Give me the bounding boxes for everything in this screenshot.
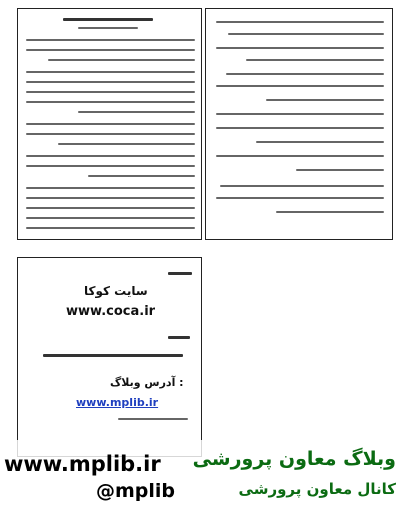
text-line	[26, 81, 195, 83]
source-site-url: www.coca.ir	[66, 304, 156, 319]
text-line	[246, 59, 384, 61]
text-line	[216, 197, 384, 199]
text-line	[26, 227, 195, 229]
text-line	[228, 33, 384, 35]
text-line	[216, 113, 384, 115]
banner-title: وبلاگ معاون پرورشی	[192, 448, 396, 470]
text-line	[78, 111, 195, 113]
text-line	[26, 101, 195, 103]
text-line	[256, 141, 384, 143]
text-line	[216, 85, 384, 87]
text-line	[26, 207, 195, 209]
text-line	[26, 123, 195, 125]
source-heading-line	[168, 272, 192, 275]
text-line	[216, 127, 384, 129]
text-line	[220, 185, 384, 187]
text-line	[226, 73, 384, 75]
banner-channel: کانال معاون پرورشی	[238, 480, 396, 498]
text-line	[48, 59, 195, 61]
text-line	[276, 211, 384, 213]
document-page-left	[17, 8, 202, 240]
text-line	[216, 47, 384, 49]
text-line	[26, 187, 195, 189]
text-line	[26, 49, 195, 51]
banner-url: www.mplib.ir	[4, 452, 161, 476]
text-line	[296, 169, 384, 171]
text-line	[58, 143, 195, 145]
prepared-by-heading-line	[168, 336, 190, 339]
text-line	[118, 418, 188, 420]
banner-handle: @mplib	[96, 480, 176, 502]
text-line	[26, 133, 195, 135]
source-site-name: سایت کوکا	[84, 284, 148, 298]
text-line	[26, 197, 195, 199]
document-page-credits	[17, 257, 202, 457]
text-line	[88, 175, 195, 177]
text-line	[216, 155, 384, 157]
text-line	[266, 99, 384, 101]
blog-address-label: آدرس وبلاگ :	[110, 376, 184, 389]
text-line	[26, 165, 195, 167]
page-heading-line	[63, 18, 153, 21]
text-line	[26, 71, 195, 73]
text-line	[26, 155, 195, 157]
document-page-right	[205, 8, 393, 240]
prepared-by-line	[43, 354, 183, 357]
text-line	[26, 39, 195, 41]
text-line	[216, 21, 384, 23]
blog-url-link[interactable]: www.mplib.ir	[76, 396, 159, 409]
text-line	[78, 27, 138, 29]
text-line	[26, 91, 195, 93]
text-line	[26, 217, 195, 219]
